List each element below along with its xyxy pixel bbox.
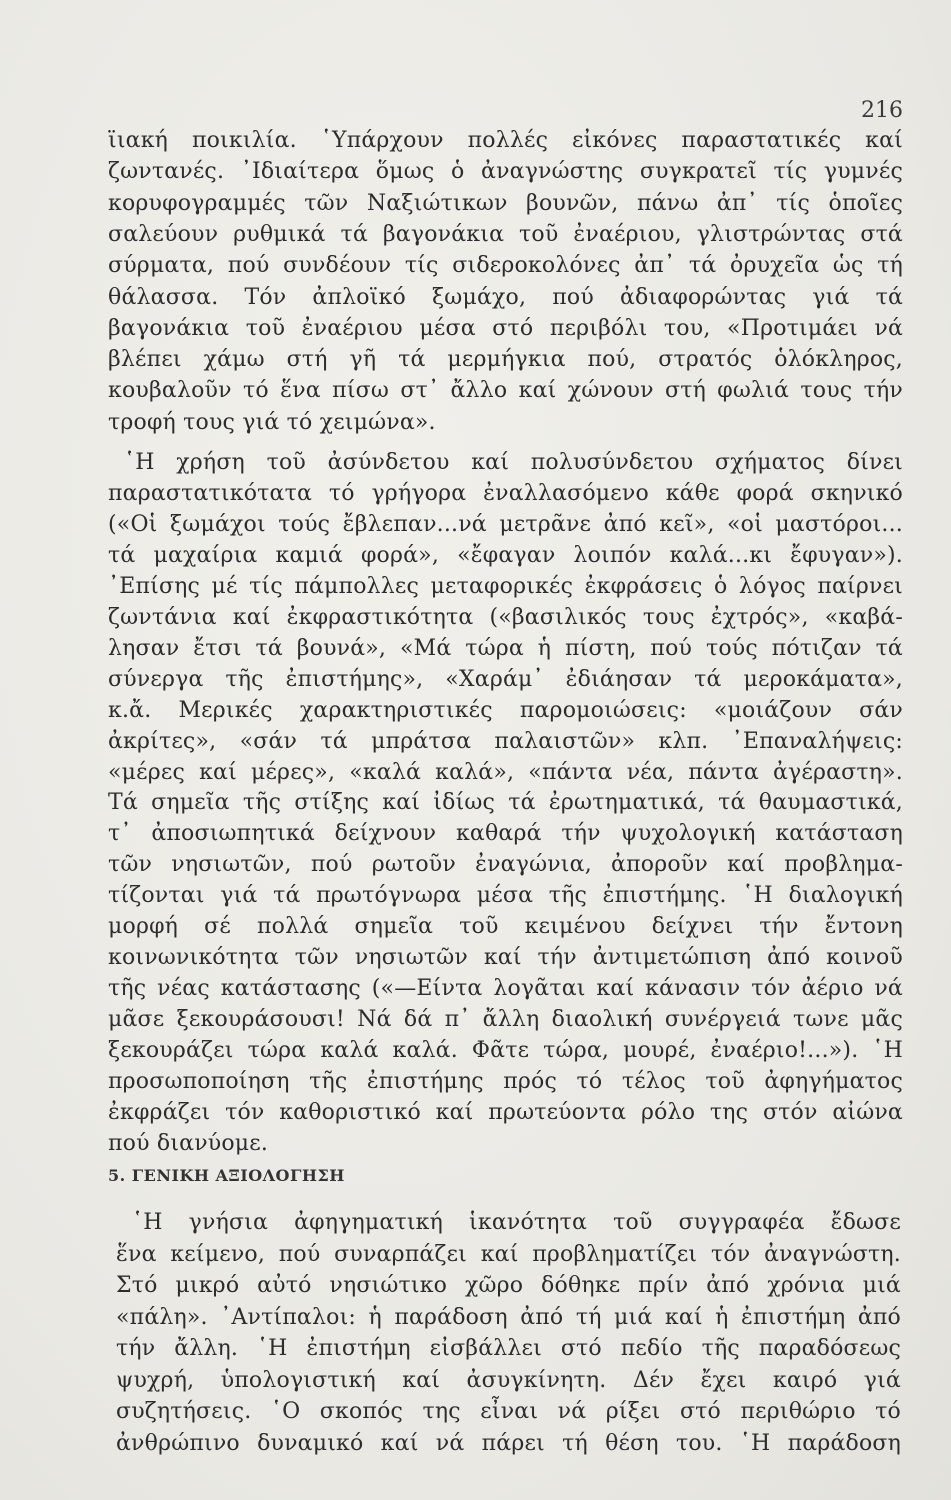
text-line: κοινωνικότητα τῶν νησιωτῶν καί τήν ἀντιμετώπιση ἀπό κοινοῦ bbox=[108, 945, 903, 971]
text-line: σαλεύουν ρυθμικά τά βαγονάκια τοῦ ἐναέριου, γλιστρώντας στά bbox=[108, 221, 903, 247]
text-line: τροφή τους γιά τό χειμώνα». bbox=[108, 409, 436, 435]
text-line: σύνεργα τῆς ἐπιστήμης», «Χαράμ᾿ ἐδιάησαν τά μεροκάματα», bbox=[108, 666, 903, 692]
text-line: «μέρες καί μέρες», «καλά καλά», «πάντα νέα, πάντα ἀγέραστη». bbox=[108, 759, 903, 785]
text-line: ζωντανές. ᾿Ιδιαίτερα ὅμως ὁ ἀναγνώστης συγκρατεῖ τίς γυμνές bbox=[108, 159, 903, 185]
text-line: ἐκφράζει τόν καθοριστικό καί πρωτεύοντα ρόλο της στόν αἰώνα bbox=[108, 1099, 903, 1125]
text-line: προσωποποίηση τῆς ἐπιστήμης πρός τό τέλος τοῦ ἀφηγήματος bbox=[108, 1069, 903, 1094]
page-number: 216 bbox=[861, 98, 903, 123]
text-line: κ.ἄ. Μερικές χαρακτηριστικές παρομοιώσεις: «μοιάζουν σάν bbox=[108, 697, 903, 723]
text-line: συζητήσεις. ῾Ο σκοπός της εἶναι νά ρίξει στό περιθώριο τό bbox=[116, 1399, 901, 1424]
text-line: πού διανύομε. bbox=[108, 1130, 269, 1156]
text-line: ζωντάνια καί ἐκφραστικότητα («βασιλικός τους ἐχτρός», «καβά- bbox=[108, 604, 903, 630]
text-line: τῶν νησιωτῶν, πού ρωτοῦν ἐναγώνια, ἀποροῦν καί προβλημα- bbox=[108, 852, 903, 878]
text-line: λησαν ἔτσι τά βουνά», «Μά τώρα ἡ πίστη, πού τούς πότιζαν τά bbox=[108, 635, 903, 661]
text-line: τ᾿ ἀποσιωπητικά δείχνουν καθαρά τήν ψυχολογική κατάσταση bbox=[108, 821, 903, 847]
text-line: βαγονάκια τοῦ ἐναέριου μέσα στό περιβόλι του, «Προτιμάει νά bbox=[108, 315, 903, 341]
text-line: τίζονται γιά τά πρωτόγνωρα μέσα τῆς ἐπιστήμης. ῾Η διαλογική bbox=[108, 883, 903, 909]
text-line: ϊιακή ποικιλία. ῾Υπάρχουν πολλές εἰκόνες παραστατικές καί bbox=[108, 128, 903, 153]
text-line: θάλασσα. Τόν ἀπλοϊκό ξωμάχο, πού ἀδιαφορώντας γιά τά bbox=[108, 284, 903, 310]
text-line: Τά σημεῖα τῆς στίξης καί ἰδίως τά ἐρωτηματικά, τά θαυμαστικά, bbox=[108, 790, 903, 816]
text-line: ἀκρίτες», «σάν τά μπράτσα παλαιστῶν» κλπ. ᾿Επαναλήψεις: bbox=[108, 728, 903, 754]
text-line: τήν ἄλλη. ῾Η ἐπιστήμη εἰσβάλλει στό πεδίο τῆς παραδόσεως bbox=[116, 1336, 901, 1361]
text-line: ῾Η γνήσια ἀφηγηματική ἱκανότητα τοῦ συγγραφέα ἔδωσε bbox=[132, 1210, 901, 1235]
text-line: («Οἱ ξωμάχοι τούς ἔβλεπαν...νά μετρᾶνε ἀπό κεῖ», «οἱ μαστόροι... bbox=[108, 511, 903, 537]
text-line: κορυφογραμμές τῶν Ναξιώτικων βουνῶν, πάνω ἀπ᾿ τίς ὁποῖες bbox=[108, 190, 903, 216]
text-line: ἕνα κείμενο, πού συναρπάζει καί προβληματίζει τόν ἀναγνώστη. bbox=[116, 1241, 901, 1267]
text-line: σύρματα, πού συνδέουν τίς σιδεροκολόνες ἀπ᾿ τά ὀρυχεῖα ὡς τή bbox=[108, 253, 903, 279]
text-line: παραστατικότατα τό γρήγορα ἐναλλασόμενο κάθε φορά σκηνικό bbox=[108, 480, 903, 506]
text-line: «πάλη». ᾿Αντίπαλοι: ἡ παράδοση ἀπό τή μιά καί ἡ ἐπιστήμη ἀπό bbox=[116, 1304, 901, 1330]
text-line: ᾿Επίσης μέ τίς πάμπολλες μεταφορικές ἐκφράσεις ὁ λόγος παίρνει bbox=[108, 573, 903, 599]
text-line: ἀνθρώπινο δυναμικό καί νά πάρει τή θέση του. ῾Η παράδοση bbox=[116, 1430, 901, 1456]
section-heading: 5. ΓΕΝΙΚΗ ΑΞΙΟΛΟΓΗΣΗ bbox=[108, 1166, 345, 1185]
text-line: βλέπει χάμω στή γῆ τά μερμήγκια πού, στρατός ὁλόκληρος, bbox=[108, 347, 903, 373]
text-line: κουβαλοῦν τό ἕνα πίσω στ᾿ ἄλλο καί χώνουν στή φωλιά τους τήν bbox=[108, 378, 903, 404]
text-line: τῆς νέας κατάστασης («—Είντα λογᾶται καί κάνασιν τόν ἀέριο νά bbox=[108, 976, 903, 1002]
text-line: τά μαχαίρια καμιά φορά», «ἔφαγαν λοιπόν καλά...κι ἔφυγαν»). bbox=[108, 542, 903, 568]
text-line: Στό μικρό αὐτό νησιώτικο χῶρο δόθηκε πρίν ἀπό χρόνια μιά bbox=[116, 1273, 901, 1298]
text-line: ψυχρή, ὑπολογιστική καί ἀσυγκίνητη. Δέν ἔχει καιρό γιά bbox=[116, 1367, 901, 1393]
text-line: μορφή σέ πολλά σημεῖα τοῦ κειμένου δείχνει τήν ἔντονη bbox=[108, 914, 903, 940]
text-line: ῾Η χρήση τοῦ ἀσύνδετου καί πολυσύνδετου σχήματος δίνει bbox=[124, 450, 903, 475]
text-line: ξεκουράζει τώρα καλά καλά. Φᾶτε τώρα, μουρέ, ἐναέριο!...»). ῾Η bbox=[108, 1038, 903, 1064]
text-line: μᾶσε ξεκουράσουσι! Νά δά π᾿ ἄλλη διαολική συνέργειά τωνε μᾶς bbox=[108, 1007, 903, 1033]
